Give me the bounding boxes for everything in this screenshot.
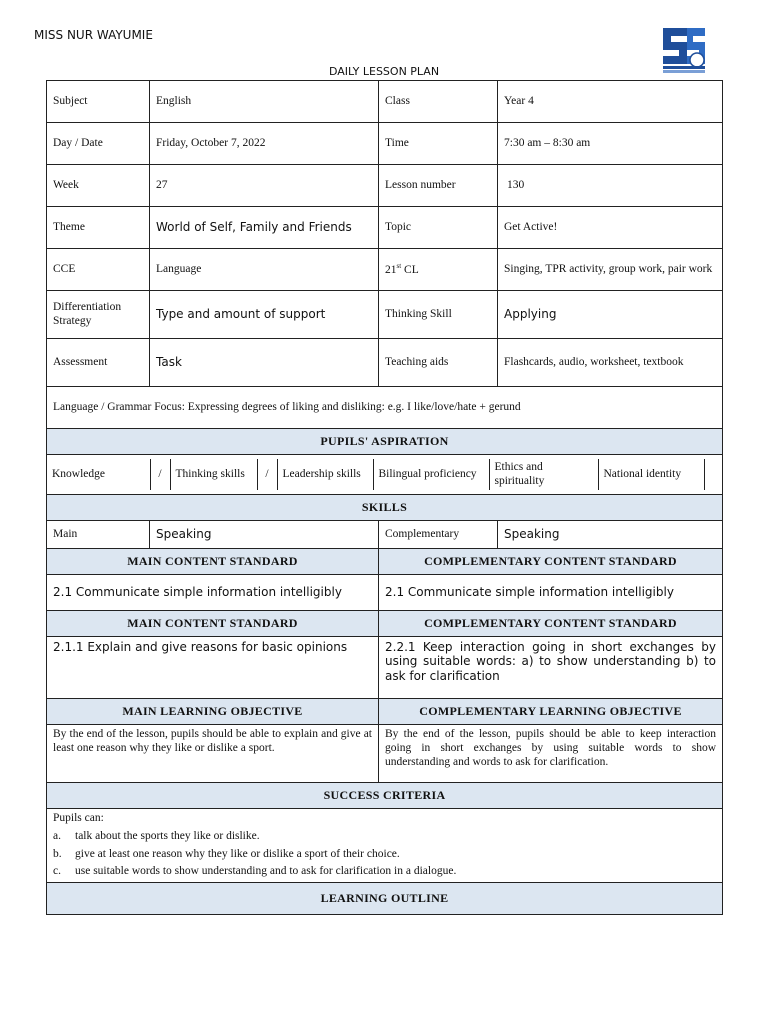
complementary-objective-heading: COMPLEMENTARY LEARNING OBJECTIVE xyxy=(379,699,723,725)
row-theme xyxy=(47,207,723,249)
cl-label-text: CL xyxy=(401,263,419,276)
cl-value: Singing, TPR activity, group work, pair work xyxy=(498,249,723,291)
document-title: DAILY LESSON PLAN xyxy=(328,65,440,78)
complementary-learning-standard: 2.2.1 Keep interaction going in short exchanges by using suitable words: a) to show understanding b) to ask for clarification xyxy=(379,637,723,699)
aspiration-knowledge-mark: / xyxy=(150,459,170,491)
row-skills xyxy=(47,521,723,549)
row-subject xyxy=(47,81,723,123)
date-value: Friday, October 7, 2022 xyxy=(150,123,379,165)
theme-value: World of Self, Family and Friends xyxy=(150,207,379,249)
aspiration-thinking: Thinking skills xyxy=(170,459,257,491)
learning-outline-heading: LEARNING OUTLINE xyxy=(47,883,723,915)
row-skills-heading xyxy=(47,495,723,521)
theme-label: Theme xyxy=(47,207,150,249)
row-success-heading xyxy=(47,783,723,809)
row-content-standard xyxy=(47,575,723,611)
date-label: Day / Date xyxy=(47,123,150,165)
row-outline-heading xyxy=(47,883,723,915)
assessment-label: Assessment xyxy=(47,339,150,387)
row-cce xyxy=(47,249,723,291)
aspiration-thinking-mark: / xyxy=(257,459,277,491)
row-content-standard-heading xyxy=(47,549,723,575)
class-label: Class xyxy=(379,81,498,123)
row-objective xyxy=(47,725,723,783)
row-aspiration xyxy=(47,455,723,495)
subject-value: English xyxy=(150,81,379,123)
topic-value: Get Active! xyxy=(498,207,723,249)
aspiration-national-mark xyxy=(704,459,723,491)
topic-label: Topic xyxy=(379,207,498,249)
main-content-standard: 2.1 Communicate simple information intelligibly xyxy=(47,575,379,611)
criteria-item: c. use suitable words to show understanding and to ask for clarification in a dialogue. xyxy=(53,865,457,878)
differentiation-label: Differentiation Strategy xyxy=(47,291,150,339)
row-week xyxy=(47,165,723,207)
aspiration-ethics: Ethics and spirituality xyxy=(489,459,598,491)
thinking-skill-value: Applying xyxy=(498,291,723,339)
thinking-skill-label: Thinking Skill xyxy=(379,291,498,339)
row-success-criteria xyxy=(47,809,723,883)
criteria-item: a. talk about the sports they like or dislike. xyxy=(53,829,260,842)
main-learning-standard-heading: MAIN CONTENT STANDARD xyxy=(47,611,379,637)
main-objective: By the end of the lesson, pupils should be able to explain and give at least one reason why they like or dislike a sport. xyxy=(47,725,379,783)
row-learning-standard-heading xyxy=(47,611,723,637)
cl-label xyxy=(379,249,498,291)
success-criteria xyxy=(47,809,723,883)
complementary-learning-standard-heading: COMPLEMENTARY CONTENT STANDARD xyxy=(379,611,723,637)
grammar-focus: Language / Grammar Focus: Expressing degrees of liking and disliking: e.g. I like/love/hate + gerund xyxy=(47,387,723,429)
row-aspiration-heading xyxy=(47,429,723,455)
aspiration-leadership: Leadership skills xyxy=(277,459,373,491)
teaching-aids-value: Flashcards, audio, worksheet, textbook xyxy=(498,339,723,387)
complementary-content-standard-heading: COMPLEMENTARY CONTENT STANDARD xyxy=(379,549,723,575)
lesson-number-value: 130 xyxy=(498,165,723,207)
row-learning-standard xyxy=(47,637,723,699)
row-date xyxy=(47,123,723,165)
row-assessment xyxy=(47,339,723,387)
subject-label: Subject xyxy=(47,81,150,123)
row-objective-heading xyxy=(47,699,723,725)
main-objective-heading: MAIN LEARNING OBJECTIVE xyxy=(47,699,379,725)
time-value: 7:30 am – 8:30 am xyxy=(498,123,723,165)
aspiration-knowledge: Knowledge xyxy=(52,467,106,480)
success-criteria-intro: Pupils can: xyxy=(53,812,104,824)
assessment-value: Task xyxy=(150,339,379,387)
complementary-content-standard: 2.1 Communicate simple information intelligibly xyxy=(379,575,723,611)
cce-label: CCE xyxy=(47,249,150,291)
differentiation-value: Type and amount of support xyxy=(150,291,379,339)
main-skill-label: Main xyxy=(47,521,150,549)
row-grammar-focus xyxy=(47,387,723,429)
main-learning-standard: 2.1.1 Explain and give reasons for basic opinions xyxy=(47,637,379,699)
aspiration-heading: PUPILS' ASPIRATION xyxy=(47,429,723,455)
complementary-objective: By the end of the lesson, pupils should be able to keep interaction going in short exchanges by using suitable words to show understanding and words to ask for clarification. xyxy=(379,725,723,783)
aspiration-grid xyxy=(47,459,723,491)
aspiration-bilingual: Bilingual proficiency xyxy=(373,459,489,491)
time-label: Time xyxy=(379,123,498,165)
week-value: 27 xyxy=(150,165,379,207)
cl-label-suffix: st xyxy=(396,261,402,270)
cl-label-number: 21 xyxy=(385,263,397,276)
week-label: Week xyxy=(47,165,150,207)
complementary-skill-value: Speaking xyxy=(498,521,723,549)
lesson-number-label: Lesson number xyxy=(379,165,498,207)
teacher-name: MISS NUR WAYUMIE xyxy=(34,28,153,42)
criteria-item: b. give at least one reason why they like or dislike a sport of their choice. xyxy=(53,847,400,860)
lesson-plan-table xyxy=(46,80,723,915)
cce-value: Language xyxy=(150,249,379,291)
skills-heading: SKILLS xyxy=(47,495,723,521)
class-value: Year 4 xyxy=(498,81,723,123)
teaching-aids-label: Teaching aids xyxy=(379,339,498,387)
main-content-standard-heading: MAIN CONTENT STANDARD xyxy=(47,549,379,575)
complementary-skill-label: Complementary xyxy=(379,521,498,549)
row-differentiation xyxy=(47,291,723,339)
success-criteria-list xyxy=(53,830,716,879)
aspiration-national: National identity xyxy=(598,459,704,491)
success-criteria-heading: SUCCESS CRITERIA xyxy=(47,783,723,809)
main-skill-value: Speaking xyxy=(150,521,379,549)
